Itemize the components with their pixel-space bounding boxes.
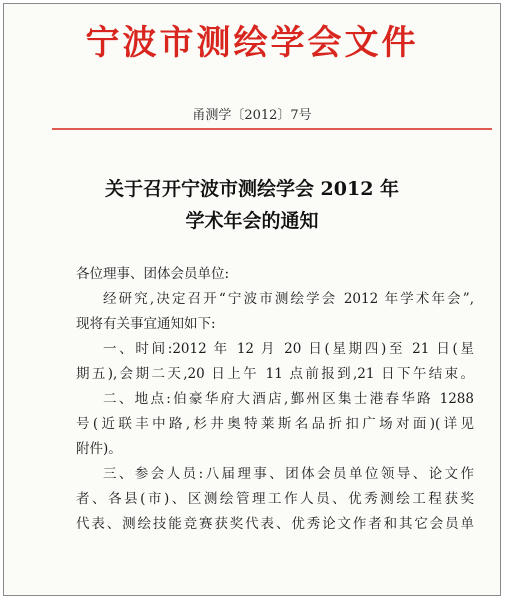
salutation: 各位理事、团体会员单位: bbox=[76, 266, 230, 282]
document-page bbox=[3, 3, 501, 596]
document-number: 甬测学〔2012〕7号 bbox=[192, 108, 312, 123]
body-line-5: 二、地点:伯豪华府大酒店,鄞州区集士港春华路 1288 bbox=[103, 391, 474, 407]
body-line-1: 经研究,决定召开“宁波市测绘学会 2012 年学术年会”, bbox=[103, 291, 474, 307]
body-line-6: 号(近联丰中路,杉井奥特莱斯名品折扣广场对面)(详见 bbox=[76, 416, 474, 432]
body-line-7: 附件)。 bbox=[76, 441, 122, 457]
body-line-2: 现将有关事宜通知如下: bbox=[76, 316, 216, 332]
org-header-title: 宁波市测绘学会文件 bbox=[85, 23, 419, 63]
body-line-8: 三、参会人员:八届理事、团体会员单位领导、论文作 bbox=[103, 466, 474, 482]
body-line-4: 期五),会期二天,20 日上午 11 点前报到,21 日下午结束。 bbox=[76, 366, 474, 382]
body-line-10: 代表、测绘技能竞赛获奖代表、优秀论文作者和其它会员单 bbox=[76, 516, 474, 532]
body-line-9: 者、各县(市)、区测绘管理工作人员、优秀测绘工程获奖 bbox=[76, 491, 474, 507]
notice-body bbox=[76, 262, 474, 537]
red-divider-line bbox=[52, 128, 492, 130]
notice-title-line-2: 学术年会的通知 bbox=[185, 210, 319, 232]
notice-title-line-1: 关于召开宁波市测绘学会 2012 年 bbox=[104, 178, 400, 200]
body-line-3: 一、时间:2012 年 12 月 20 日(星期四)至 21 日(星 bbox=[103, 341, 474, 357]
